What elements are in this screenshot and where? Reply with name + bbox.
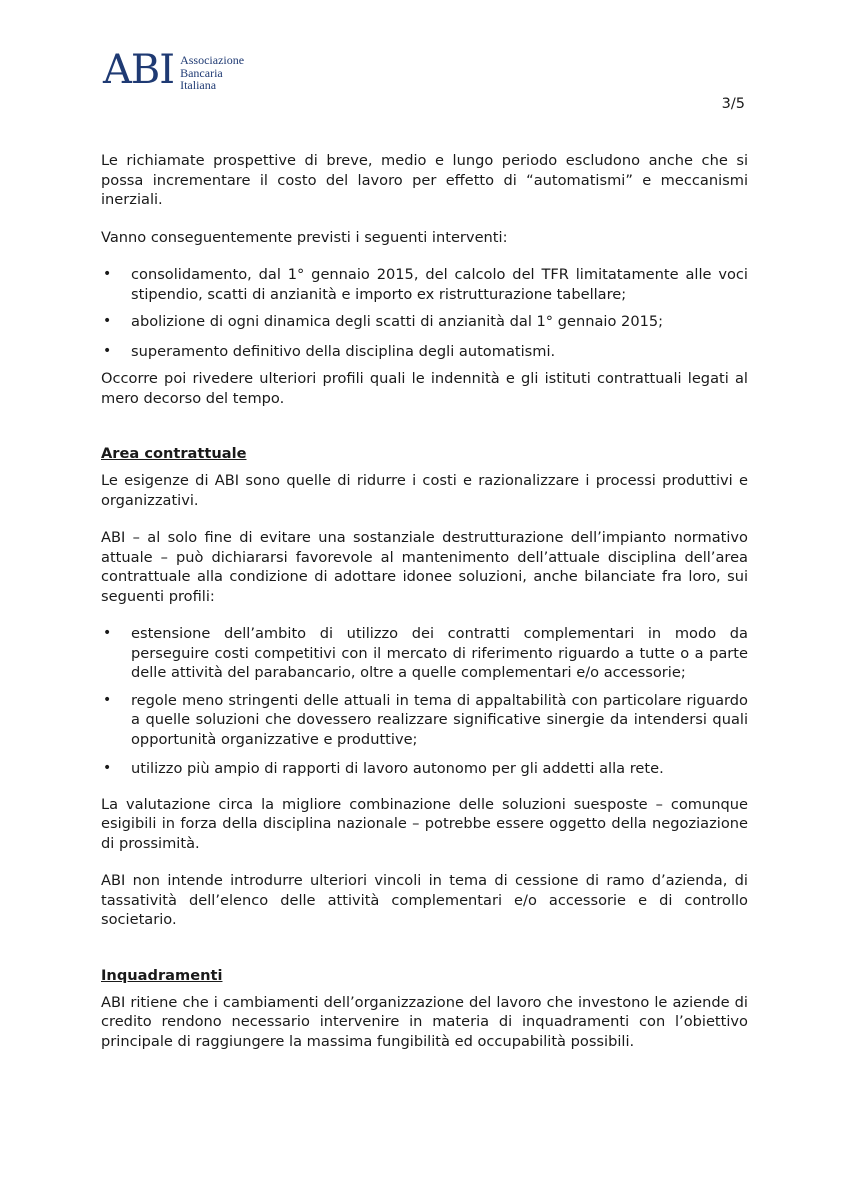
bullet-icon: • — [103, 266, 112, 282]
document-body — [101, 151, 748, 1051]
section-heading-area-contrattuale: Area contrattuale — [101, 445, 247, 462]
list-item — [101, 265, 748, 304]
list-item-text: consolidamento, dal 1° gennaio 2015, del calcolo del TFR limitatamente alle voci stipendio, scatti di anzianità e importo ex ristrutturazione tabellare; — [131, 266, 748, 303]
list-item-text: estensione dell’ambito di utilizzo dei contratti complementari in modo da perseguire costi competitivi con il mercato di riferimento riguardo a tutte o a parte delle attività del parabancario, oltre a quelle complementari e/o accessorie; — [131, 625, 748, 681]
list-item — [101, 759, 748, 779]
paragraph: Le esigenze di ABI sono quelle di ridurre i costi e razionalizzare i processi produttivi e organizzativi. — [101, 472, 748, 509]
bullet-icon: • — [103, 691, 112, 708]
logo-line-2: Bancaria — [180, 65, 223, 80]
list-item — [101, 312, 748, 332]
list-item-text: superamento definitivo della disciplina degli automatismi. — [131, 342, 556, 360]
list-item-text: utilizzo più ampio di rapporti di lavoro autonomo per gli addetti alla rete. — [131, 760, 664, 777]
bullet-icon: • — [103, 342, 112, 359]
logo-mark: ABI — [103, 47, 175, 93]
paragraph: ABI ritiene che i cambiamenti dell’organizzazione del lavoro che investono le aziende di credito rendono necessario intervenire in materia di inquadramenti con l’obiettivo principale di raggiungere la massima fungibilità ed occupabilità possibili. — [101, 993, 748, 1050]
page-number: 3/5 — [721, 96, 745, 112]
paragraph: ABI – al solo fine di evitare una sostanziale destrutturazione dell’impianto normativo attuale – può dichiararsi favorevole al mantenimento dell’attuale disciplina dell’area contrattuale alla condizione di adottare idonee soluzioni, anche bilanciate fra loro, sui seguenti profili: — [101, 529, 748, 605]
paragraph: Occorre poi rivedere ulteriori profili quali le indennità e gli istituti contrattuali legati al mero decorso del tempo. — [101, 370, 748, 407]
bullet-icon: • — [103, 760, 112, 776]
list-item — [101, 624, 748, 683]
section-heading-inquadramenti: Inquadramenti — [101, 966, 223, 984]
logo-text — [180, 50, 244, 92]
bullet-list — [101, 265, 748, 361]
bullet-list — [101, 624, 748, 779]
list-item-text: regole meno stringenti delle attuali in tema di appaltabilità con particolare riguardo a quelle soluzioni che dovessero realizzare significative sinergie da intendersi quali opportunità organizzative e produttive; — [131, 691, 748, 748]
list-item-text: abolizione di ogni dinamica degli scatti di anzianità dal 1° gennaio 2015; — [131, 313, 664, 330]
paragraph: ABI non intende introdurre ulteriori vincoli in tema di cessione di ramo d’azienda, di tassatività dell’elenco delle attività complementari e/o accessorie e di controllo societario. — [101, 872, 748, 928]
abi-logo — [103, 47, 245, 94]
paragraph: La valutazione circa la migliore combinazione delle soluzioni suesposte – comunque esigibili in forza della disciplina nazionale – potrebbe essere oggetto della negoziazione di prossimità. — [101, 795, 748, 852]
paragraph: Vanno conseguentemente previsti i seguenti interventi: — [101, 228, 508, 246]
list-item — [101, 691, 748, 750]
logo-line-1: Associazione — [180, 53, 245, 67]
logo-line-3: Italiana — [180, 78, 217, 92]
list-item — [101, 342, 748, 362]
bullet-icon: • — [103, 313, 112, 329]
paragraph: Le richiamate prospettive di breve, medio e lungo periodo escludono anche che si possa incrementare il costo del lavoro per effetto di “automatismi” e meccanismi inerziali. — [101, 152, 748, 208]
bullet-icon: • — [103, 625, 112, 641]
